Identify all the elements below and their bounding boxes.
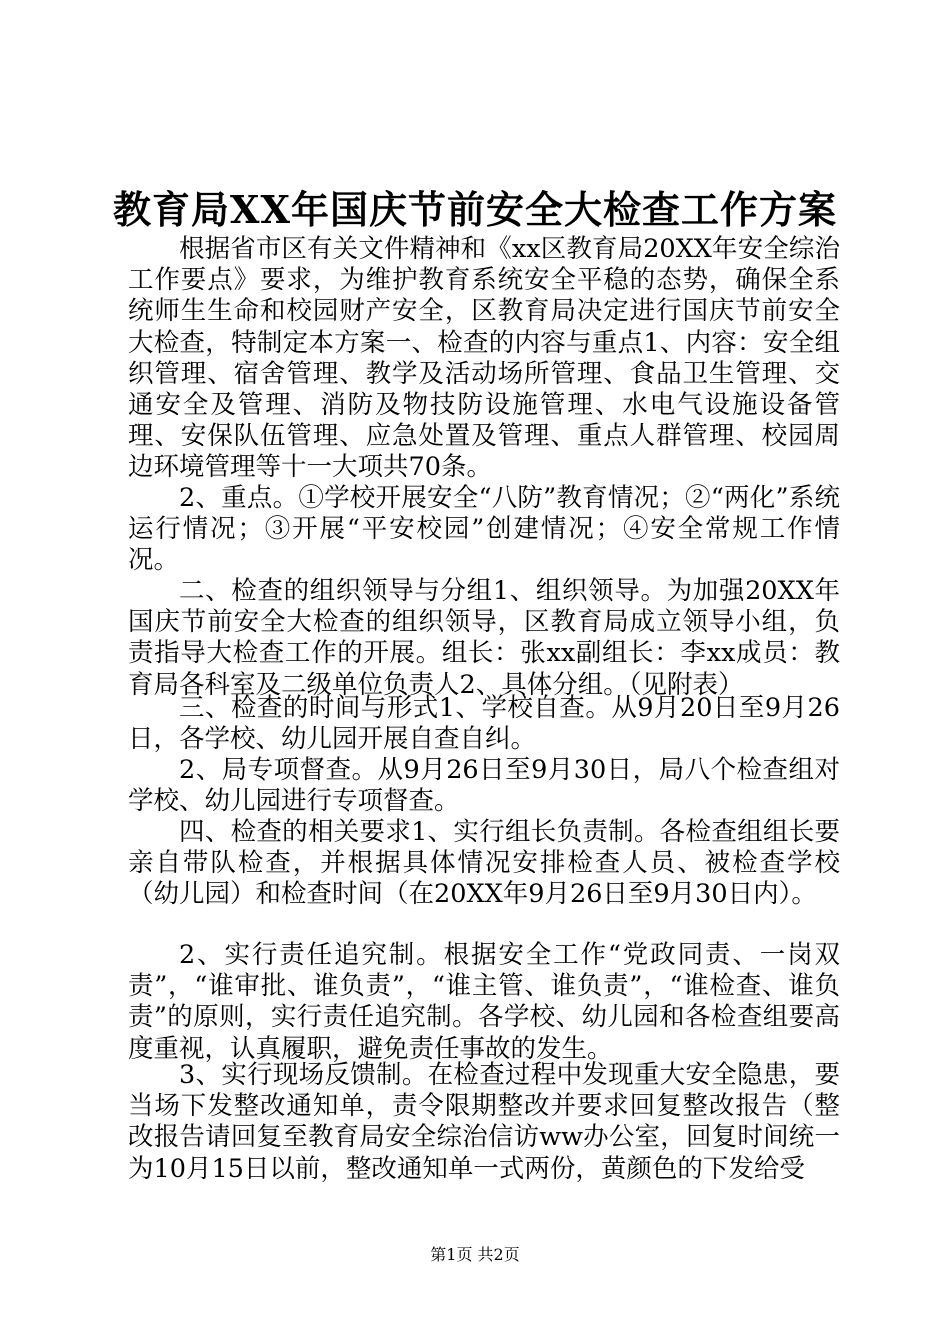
page-footer: 第1页 共2页 <box>430 1245 520 1264</box>
paragraph-key-points: 2、重点。①学校开展安全“八防”教育情况；②“两化”系统运行情况；③开展“平安校园”创建情况；④安全常规工作情况。 <box>128 483 840 576</box>
paragraph-requirements-leader: 四、检查的相关要求1、实行组长负责制。各检查组组长要亲自带队检查，并根据具体情况安排检查人员、被检查学校（幼儿园）和检查时间（在20XX年9月26日至9月30日内）。 <box>128 817 840 910</box>
document-title: 教育局XX年国庆节前安全大检查工作方案 <box>113 187 837 232</box>
paragraph-schedule-self-check: 三、检查的时间与形式1、学校自查。从9月20日至9月26日，各学校、幼儿园开展自查自纠。 <box>128 693 840 755</box>
paragraph-organization: 二、检查的组织领导与分组1、组织领导。为加强20XX年国庆节前安全大检查的组织领导，区教育局成立领导小组，负责指导大检查工作的开展。组长：张xx副组长：李xx成员：教育局各科室及二级单位负责人2、具体分组。（见附表） <box>128 576 840 700</box>
paragraph-requirements-feedback: 3、实行现场反馈制。在检查过程中发现重大安全隐患，要当场下发整改通知单，责令限期整改并要求回复整改报告（整改报告请回复至教育局安全综治信访ww办公室，回复时间统一为10月15日以前，整改通知单一式两份，黄颜色的下发给受 <box>128 1060 840 1184</box>
paragraph-intro: 根据省市区有关文件精神和《xx区教育局20XX年安全综治工作要点》要求，为维护教育系统安全平稳的态势，确保全系统师生生命和校园财产安全，区教育局决定进行国庆节前安全大检查，特制定本方案一、检查的内容与重点1、内容：安全组织管理、宿舍管理、教学及活动场所管理、食品卫生管理、交通安全及管理、消防及物技防设施管理、水电气设施设备管理、安保队伍管理、应急处置及管理、重点人群管理、校园周边环境管理等十一大项共70条。 <box>128 234 840 483</box>
paragraph-requirements-accountability: 2、实行责任追究制。根据安全工作“党政同责、一岗双责”，“谁审批、谁负责”，“谁主管、谁负责”，“谁检查、谁负责”的原则，实行责任追究制。各学校、幼儿园和各检查组要高度重视，认真履职，避免责任事故的发生。 <box>128 940 840 1064</box>
paragraph-schedule-inspection: 2、局专项督查。从9月26日至9月30日，局八个检查组对学校、幼儿园进行专项督查。 <box>128 755 840 817</box>
